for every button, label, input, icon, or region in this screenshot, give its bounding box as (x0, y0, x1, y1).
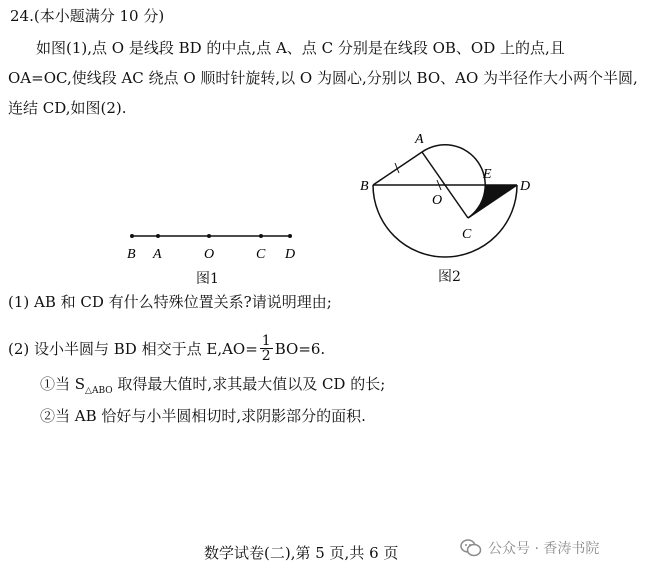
question-2a-prefix: ①当 S (40, 375, 86, 393)
question-2-suffix: BO=6. (274, 339, 326, 358)
fig2-label-e: E (483, 167, 492, 182)
problem-header (10, 6, 164, 26)
fig1-label-o: O (204, 247, 215, 262)
fig1-label-b: B (127, 247, 136, 262)
fig1-label-c: C (256, 247, 266, 262)
figure-2-caption: 图2 (438, 269, 461, 285)
figure-1 (110, 225, 310, 270)
problem-score: (本小题满分 10 分) (33, 7, 165, 25)
fig2-label-o: O (432, 193, 443, 208)
fig2-label-b: B (360, 179, 369, 194)
question-1: (1) AB 和 CD 有什么特殊位置关系?请说明理由; (8, 293, 332, 311)
page-footer: 数学试卷(二),第 5 页,共 6 页 (204, 544, 399, 562)
watermark (460, 538, 599, 558)
figure-2 (355, 128, 535, 273)
fig2-label-a: A (415, 132, 424, 147)
fraction-numerator: 1 (261, 333, 271, 349)
fraction-one-half (260, 334, 273, 363)
fig2-label-c: C (462, 227, 472, 242)
question-2b: ②当 AB 恰好与小半圆相切时,求阴影部分的面积. (40, 407, 366, 425)
fraction-denominator: 2 (261, 348, 271, 364)
question-2 (8, 334, 325, 363)
fig1-label-a: A (153, 247, 162, 262)
watermark-text: 公众号 · 香涛书院 (488, 541, 600, 557)
problem-number: 24. (10, 7, 34, 25)
figure-1-caption: 图1 (196, 271, 219, 287)
intro-line-2: OA=OC,使线段 AC 绕点 O 顺时针旋转,以 O 为圆心,分别以 BO、AO 为半径作大小两个半圆, (8, 69, 638, 87)
fig2-label-d: D (520, 179, 531, 194)
question-2a-sub: △ABO (85, 386, 113, 396)
question-2a-suffix: 取得最大值时,求其最大值以及 CD 的长; (117, 375, 386, 393)
wechat-icon (460, 539, 482, 557)
fig1-label-d: D (285, 247, 296, 262)
intro-line-3: 连结 CD,如图(2). (8, 99, 127, 117)
question-2-prefix: (2) 设小半圆与 BD 相交于点 E,AO= (8, 339, 258, 358)
intro-line-1: 如图(1),点 O 是线段 BD 的中点,点 A、点 C 分别是在线段 OB、OD 上的点,且 (36, 39, 565, 57)
question-2a (40, 374, 385, 401)
